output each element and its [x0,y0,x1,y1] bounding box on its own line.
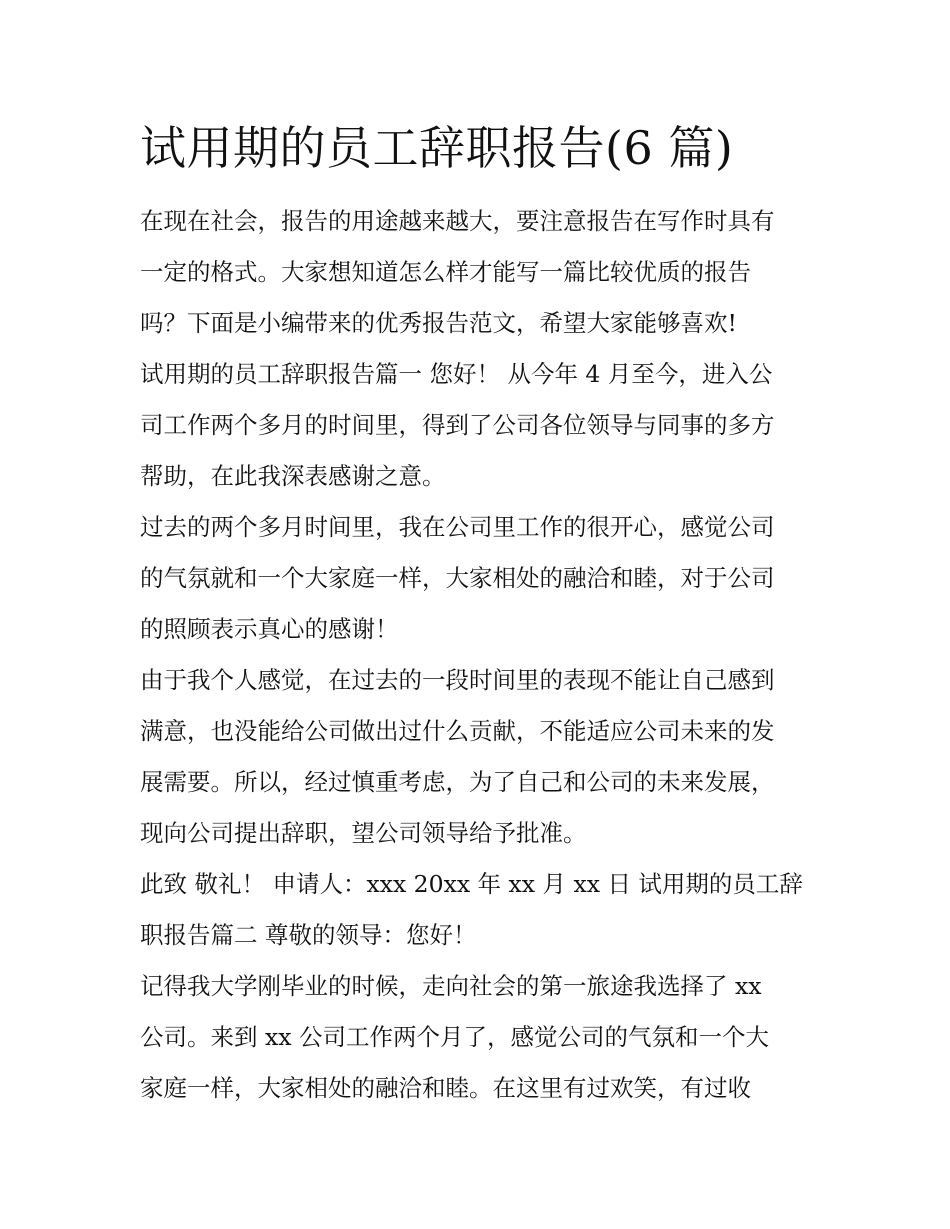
text-line: 过去的两个多月时间里，我在公司里工作的很开心，感觉公司 [140,513,775,541]
text-line: 一定的格式。大家想知道怎么样才能写一篇比较优质的报告 [140,258,751,286]
document-body [140,196,812,1114]
text-line: 展需要。所以，经过慎重考虑，为了自己和公司的未来发展， [140,768,775,796]
text-line: 公司。来到 xx 公司工作两个月了，感觉公司的气氛和一个大 [140,1023,769,1051]
text-line: 由于我个人感觉，在过去的一段时间里的表现不能让自己感到 [140,666,775,694]
text-line: 记得我大学刚毕业的时候，走向社会的第一旅途我选择了 xx [140,972,762,1000]
text-line: 此致 敬礼！ 申请人：xxx 20xx 年 xx 月 xx 日 试用期的员工辞 [140,870,803,898]
text-line: 试用期的员工辞职报告篇一 您好！ 从今年 4 月至今，进入公 [140,360,773,388]
text-line: 满意，也没能给公司做出过什么贡献，不能适应公司未来的发 [140,717,775,745]
text-line: 现向公司提出辞职，望公司领导给予批准。 [140,819,587,847]
text-line: 的照顾表示真心的感谢！ [140,615,399,643]
text-line: 在现在社会，报告的用途越来越大，要注意报告在写作时具有 [140,207,775,235]
text-line: 职报告篇二 尊敬的领导：您好！ [140,921,477,949]
text-line: 的气氛就和一个大家庭一样，大家相处的融洽和睦，对于公司 [140,564,775,592]
text-line: 司工作两个多月的时间里，得到了公司各位领导与同事的多方 [140,411,775,439]
text-line: 吗？下面是小编带来的优秀报告范文，希望大家能够喜欢! [140,309,737,337]
document-title: 试用期的员工辞职报告(6 篇) [140,121,734,175]
text-line: 帮助，在此我深表感谢之意。 [140,462,446,490]
text-line: 家庭一样，大家相处的融洽和睦。在这里有过欢笑，有过收 [140,1074,751,1102]
